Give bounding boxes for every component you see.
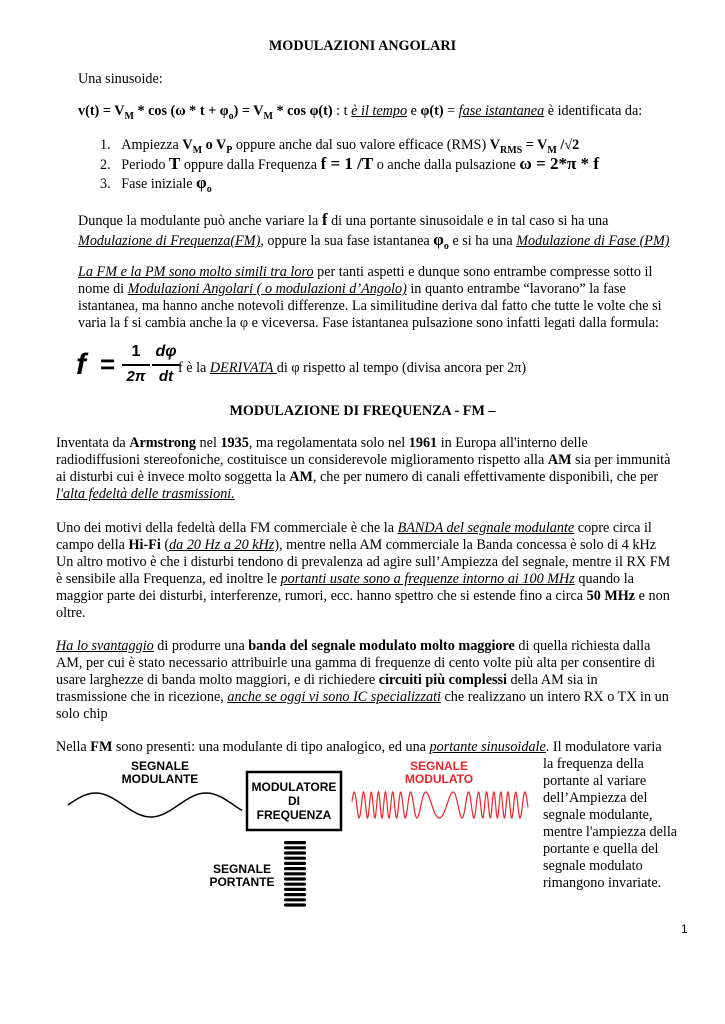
sinusoid-formula: $v(t) = V_M * \cos (\omega * t + \varphi_o) = V_M * \cos \varphi(t)$ : t è il tempo e φ(t) = fase istantanea è identificata da: — [78, 103, 643, 122]
carrier-wave-bar — [284, 857, 306, 860]
paragraph-line: Ha lo svantaggio di produrre una banda del segnale modulato molto maggiore di quella richiesta dalla — [56, 638, 651, 654]
modulating-signal-label: SEGNALE MODULANTE — [121, 759, 199, 786]
paragraph-line: AM, per cui è stato necessario attribuirle una gamma di frequenze di cento volte più alta per consentire di — [56, 655, 656, 671]
side-caption: la frequenza della portante al variare dell’Ampiezza del segnale modulante, mentre l'ampiezza della portante e quella del segnale modulato rimangono invariate. — [543, 756, 678, 891]
section-title: MODULAZIONE DI FREQUENZA - FM – — [229, 403, 496, 419]
modulator-box-label: MODULATORE DI FREQUENZA — [251, 780, 337, 822]
paragraph-line: Modulazione di Frequenza(FM), oppure la sua fase istantanea $\varphi_o$ e si ha una Modulazione di Fase (PM) — [78, 230, 670, 252]
carrier-wave-bar — [284, 851, 306, 854]
carrier-wave-bar — [284, 903, 306, 906]
paragraph-line: istantanea, ma hanno anche notevoli differenze. La similitudine deriva dal fatto che tutte le volte che si — [78, 298, 662, 314]
paragraph-line: usare larghezze di banda molto maggiori, e di richiedere circuiti più complessi della AM sia in — [56, 672, 598, 688]
derivative-text: f è la DERIVATA di φ rispetto al tempo (divisa ancora per 2π) — [178, 360, 527, 376]
modulated-signal-label: SEGNALE MODULATO — [404, 759, 474, 786]
carrier-wave-bar — [284, 841, 306, 844]
paragraph-line: è sensibile alla Frequenza, ed inoltre le portanti usate sono a frequenze intorno ai 100 MHz quando la — [56, 571, 634, 587]
paragraph-line: solo chip — [56, 706, 108, 722]
derivative-formula: f = 1 2π dφ dt — [76, 343, 166, 389]
intro-text: Una sinusoide: — [78, 71, 163, 87]
fm-modulator-diagram — [60, 755, 540, 915]
paragraph-line: varia la f si cambia anche la φ e viceversa. Fase istantanea pulsazione sono infatti legati dalla formula: — [78, 315, 659, 331]
paragraph-line: ai disturbi cui è invece molto soggetta la AM, che per numero di canali effettivamente disponibili, che per — [56, 469, 659, 485]
paragraph-line: trasmissione che in ricezione, anche se oggi vi sono IC specializzati che realizzano un intero RX o TX in un — [56, 689, 669, 705]
carrier-wave-bar — [284, 877, 306, 880]
paragraph-line: l'alta fedeltà delle trasmissioni. — [56, 486, 235, 502]
carrier-wave-bar — [284, 898, 306, 901]
paragraph-line: Inventata da Armstrong nel 1935, ma regolamentata solo nel 1961 in Europa all'interno delle — [56, 435, 588, 451]
page-title: MODULAZIONI ANGOLARI — [268, 38, 457, 54]
paragraph-line: La FM e la PM sono molto simili tra loro per tanti aspetti e dunque sono entrambe compresse sotto il — [78, 264, 653, 280]
list-item: 1. Ampiezza $V_M$ o $V_P$ oppure anche dal suo valore efficace (RMS) $V_{RMS} = V_M$ /√2 — [100, 137, 580, 156]
carrier-wave-bar — [284, 893, 306, 896]
paragraph-line: Uno dei motivi della fedeltà della FM commerciale è che la BANDA del segnale modulante copre circa il — [56, 520, 652, 536]
carrier-signal-label: SEGNALE PORTANTE — [209, 862, 275, 889]
paragraph-line: Un altro motivo è che i disturbi tendono di prevalenza ad agire sull’Ampiezza del segnale, mentre il RX FM — [56, 554, 671, 570]
fraction-bar — [152, 364, 180, 366]
list-item: 3. Fase iniziale $\varphi_o$ — [100, 173, 212, 195]
carrier-wave-bar — [284, 867, 306, 870]
paragraph-line: Nella FM sono presenti: una modulante di tipo analogico, ed una portante sinusoidale. Il modulatore varia — [56, 739, 662, 755]
modulated-signal-wave — [352, 792, 528, 818]
fraction-bar — [122, 364, 150, 366]
carrier-wave-bar — [284, 862, 306, 865]
list-item: 2. Periodo T oppure dalla Frequenza f = 1 /T o anche dalla pulsazione ω = 2*π * f — [100, 154, 599, 173]
paragraph-line: nome di Modulazioni Angolari ( o modulazioni d’Angolo) in quanto entrambe “lavorano” la fase — [78, 281, 626, 297]
modulating-signal-wave — [68, 793, 242, 817]
carrier-wave-bar — [284, 872, 306, 875]
carrier-signal-wave — [284, 841, 306, 907]
carrier-wave-bar — [284, 846, 306, 849]
paragraph-line: oltre. — [56, 605, 86, 621]
carrier-wave-bar — [284, 883, 306, 886]
paragraph-line: radiodiffusioni stereofoniche, costituisce un considerevole miglioramento rispetto alla AM sia per immunità — [56, 452, 671, 468]
page-number: 1 — [681, 922, 688, 936]
paragraph-line: maggior parte dei disturbi, interferenze, rumori, ecc. hanno spettro che si estende fino a circa 50 MHz e non — [56, 588, 670, 604]
paragraph-line: campo della Hi-Fi (da 20 Hz a 20 kHz), mentre nella AM commerciale la Banda concessa è solo di 4 kHz — [56, 537, 657, 553]
carrier-wave-bar — [284, 888, 306, 891]
paragraph-line: Dunque la modulante può anche variare la f di una portante sinusoidale e in tal caso si ha una — [78, 210, 609, 229]
